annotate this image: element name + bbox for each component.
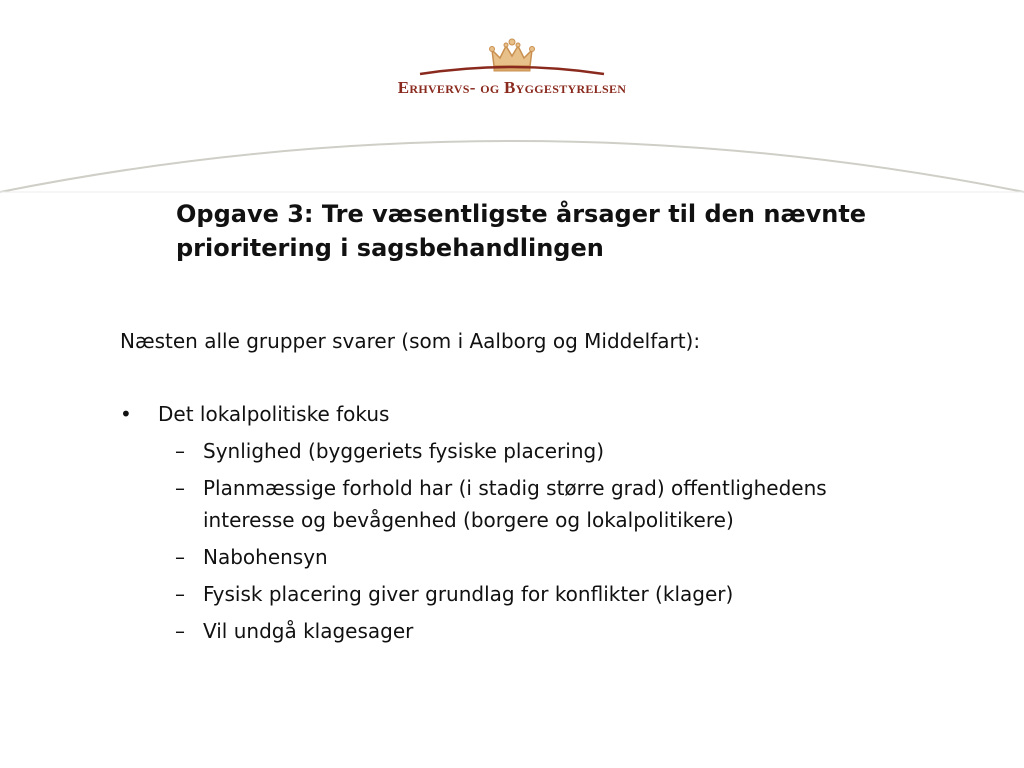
- bullet-list: [120, 398, 920, 647]
- sub-item-text: Vil undgå klagesager: [203, 619, 414, 643]
- dash-mark: –: [175, 582, 185, 606]
- sub-item-text: Synlighed (byggeriets fysiske placering): [203, 439, 604, 463]
- dash-mark: –: [175, 545, 185, 569]
- sub-list-item: [165, 578, 903, 610]
- sub-item-text: Planmæssige forhold har (i stadig større grad) offentlighedens interesse og bevågenhed (borgere og lokalpolitikere): [203, 476, 827, 532]
- list-item: [120, 398, 920, 647]
- decorative-arc: [0, 130, 1024, 200]
- dash-mark: –: [175, 476, 185, 500]
- slide-title: Opgave 3: Tre væsentligste årsager til den nævnte prioritering i sagsbehandlingen: [176, 200, 867, 262]
- sub-list-item: [165, 615, 903, 647]
- sub-item-text: Nabohensyn: [203, 545, 328, 569]
- intro-text: Næsten alle grupper svarer (som i Aalborg og Middelfart):: [120, 329, 701, 353]
- sub-list: [165, 435, 920, 647]
- agency-name: Erhvervs- og Byggestyrelsen: [397, 78, 627, 97]
- bullet-text: Det lokalpolitiske fokus: [158, 402, 390, 426]
- sub-list-item: [165, 541, 903, 573]
- dash-mark: –: [175, 619, 185, 643]
- sub-list-item: [165, 472, 903, 536]
- dash-mark: –: [175, 439, 185, 463]
- bullet-mark: •: [120, 402, 132, 426]
- sub-list-item: [165, 435, 903, 467]
- sub-item-text: Fysisk placering giver grundlag for konflikter (klager): [203, 582, 734, 606]
- agency-logo: [0, 0, 1024, 110]
